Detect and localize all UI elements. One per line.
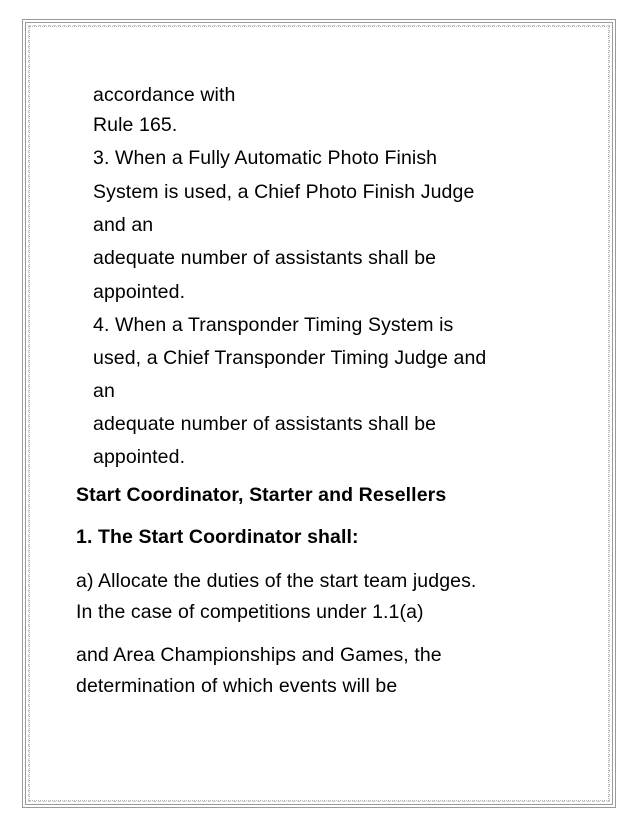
section-heading: Start Coordinator, Starter and Resellers <box>76 484 447 506</box>
subheading: 1. The Start Coordinator shall: <box>76 526 359 548</box>
text-line: and an <box>93 214 154 236</box>
paragraph-line: and Area Championships and Games, the <box>76 644 442 666</box>
text-line: appointed. <box>93 446 186 468</box>
text-line: an <box>93 380 115 402</box>
text-line: used, a Chief Transponder Timing Judge and <box>93 347 487 369</box>
text-line: adequate number of assistants shall be <box>93 247 437 269</box>
text-line: accordance with <box>93 84 236 106</box>
paragraph-line: a) Allocate the duties of the start team judges. <box>76 570 477 592</box>
paragraph-line: determination of which events will be <box>76 675 398 697</box>
text-line: 3. When a Fully Automatic Photo Finish <box>93 147 438 169</box>
text-line: System is used, a Chief Photo Finish Judge <box>93 181 475 203</box>
text-line: 4. When a Transponder Timing System is <box>93 314 454 336</box>
text-line: adequate number of assistants shall be <box>93 413 437 435</box>
text-line: appointed. <box>93 281 186 303</box>
text-line: Rule 165. <box>93 114 178 136</box>
paragraph-line: In the case of competitions under 1.1(a) <box>76 601 424 623</box>
